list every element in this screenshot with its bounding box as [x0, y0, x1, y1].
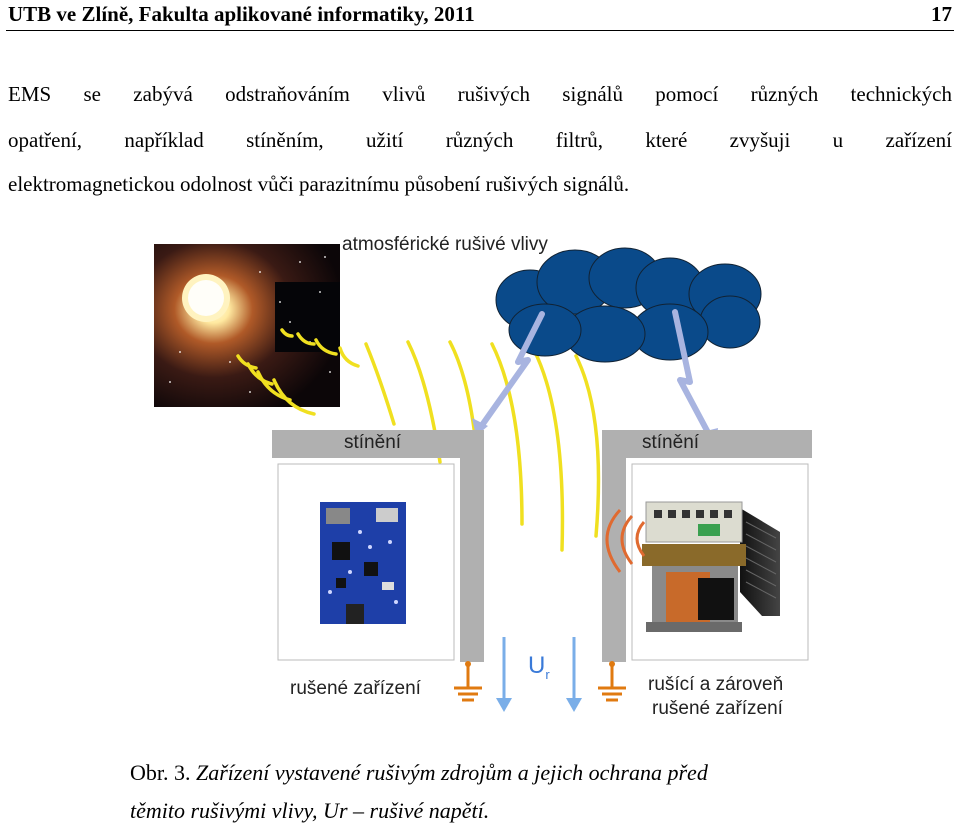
paragraph-line-2: opatření, například stíněním, užití různých filtrů, které zvyšuji u zařízení	[8, 128, 952, 152]
device-right-label-1: rušící a zároveň	[648, 674, 784, 695]
storm-cloud	[496, 248, 761, 362]
ground-symbol-right	[598, 662, 626, 700]
ground-node-left	[465, 661, 471, 667]
figure-caption-line-2: těmito rušivými vlivy, Ur – rušivé napětí.	[130, 798, 490, 823]
paragraph-line-1: EMS se zabývá odstraňováním vlivů rušivých signálů pomocí různých technických	[8, 82, 952, 106]
figure-caption-line-1	[130, 760, 708, 786]
ground-node-right	[609, 661, 615, 667]
header-title: UTB ve Zlíně, Fakulta aplikované informatiky, 2011	[8, 2, 475, 26]
page-number: 17	[931, 2, 952, 26]
shield-left-label: stínění	[344, 432, 402, 453]
device-left-label: rušené zařízení	[290, 678, 421, 699]
atmospheric-label: atmosférické rušivé vlivy	[342, 234, 548, 255]
transformer-image	[642, 502, 780, 632]
device-right-label-2: rušené zařízení	[652, 698, 783, 719]
page-header	[6, 0, 954, 31]
figure-drawing	[150, 232, 820, 722]
caption-prefix: Obr. 3.	[130, 760, 191, 785]
caption-text-1: Zařízení vystavené rušivým zdrojům a jejich ochrana před	[196, 760, 708, 785]
shield-right-label: stínění	[642, 432, 700, 453]
circuit-board-image	[320, 502, 406, 624]
figure-emc-diagram	[150, 232, 820, 722]
voltage-label: $U_r$	[528, 652, 550, 682]
paragraph-line-3: elektromagnetickou odolnost vůči parazitnímu působení rušivých signálů.	[8, 172, 630, 196]
sun-image	[154, 244, 340, 407]
ground-symbol-left	[454, 662, 482, 700]
